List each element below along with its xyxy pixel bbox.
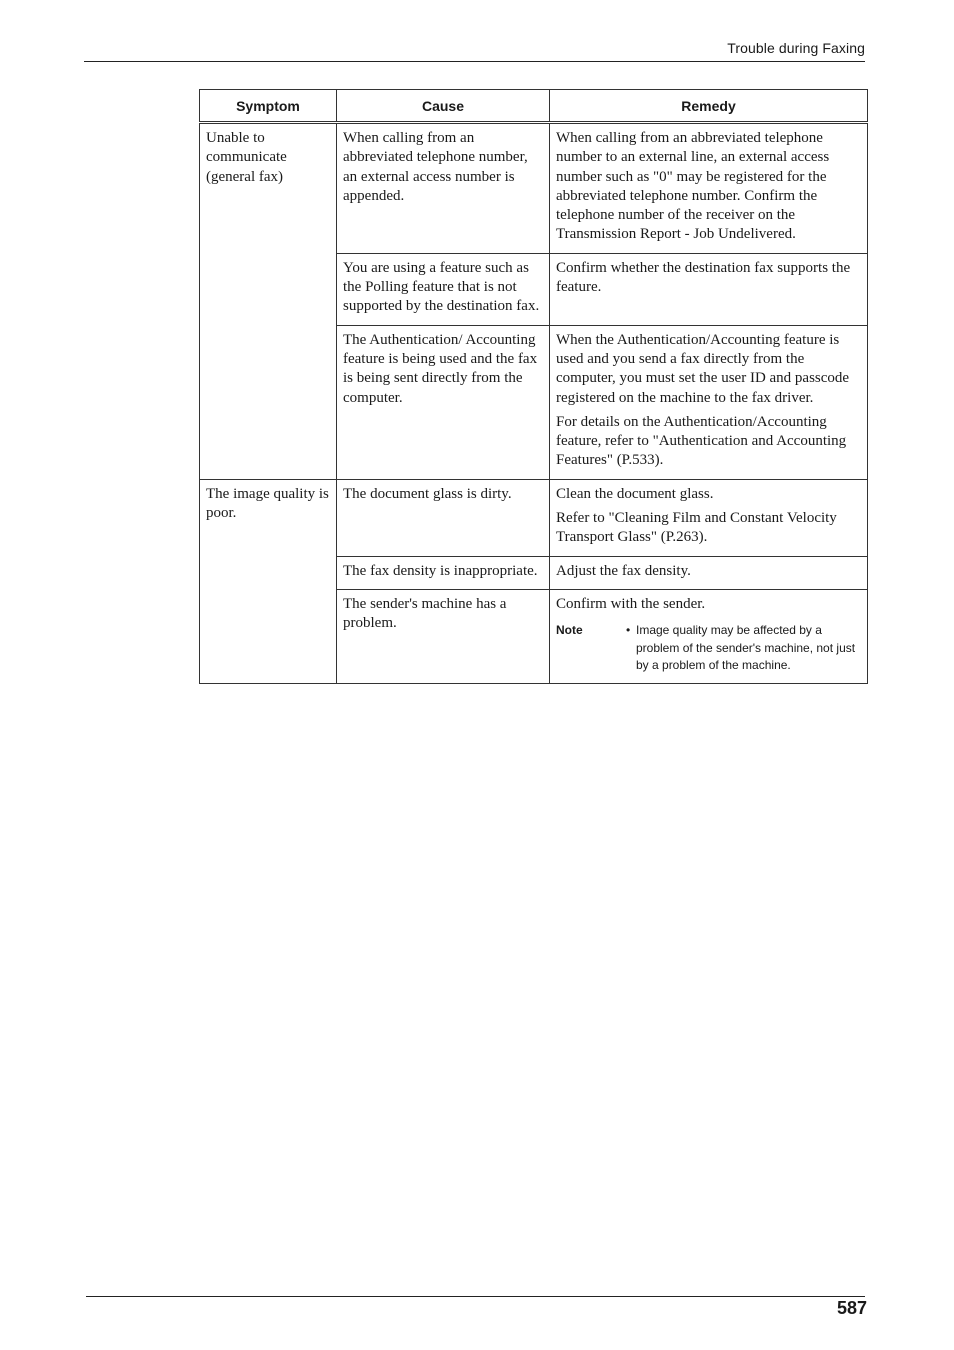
cause-cell xyxy=(337,556,550,589)
footer-divider xyxy=(86,1296,865,1297)
note-block xyxy=(556,622,861,675)
remedy-text: When calling from an abbreviated telephone number to an external line, an external access number such as "0" may be registered for the abbreviated telephone number. Confirm the telephone number of the receiver on the Transmission Report - Job Undelivered. xyxy=(556,130,830,243)
cause-text: The fax density is inappropriate. xyxy=(343,562,538,579)
column-header-remedy: Remedy xyxy=(550,90,868,123)
note-text xyxy=(626,622,861,675)
table-row xyxy=(200,123,868,254)
cause-text: The document glass is dirty. xyxy=(343,485,512,502)
symptom-text: Unable to communicate (general fax) xyxy=(206,130,287,185)
column-header-symptom: Symptom xyxy=(200,90,337,123)
remedy-text: Confirm whether the destination fax supports the feature. xyxy=(556,259,851,296)
remedy-cell xyxy=(550,325,868,479)
troubleshooting-table xyxy=(199,89,868,684)
symptom-text: The image quality is poor. xyxy=(206,485,329,522)
note-body: Image quality may be affected by a problem of the sender's machine, not just by a problem of the machine. xyxy=(636,623,856,673)
remedy-cell xyxy=(550,123,868,254)
table-header-row xyxy=(200,90,868,123)
remedy-cell xyxy=(550,253,868,325)
header-divider xyxy=(84,61,865,62)
cause-text: When calling from an abbreviated telephone number, an external access number is appended. xyxy=(343,130,528,204)
remedy-text: For details on the Authentication/Accounting feature, refer to "Authentication and Accounting Features" (P.533). xyxy=(556,413,847,469)
remedy-text: Adjust the fax density. xyxy=(556,562,691,579)
note-label: Note xyxy=(556,623,583,638)
symptom-cell xyxy=(200,479,337,683)
cause-text: The sender's machine has a problem. xyxy=(343,595,507,632)
cause-text: You are using a feature such as the Polling feature that is not supported by the destination fax. xyxy=(343,259,540,315)
cause-text: The Authentication/ Accounting feature is being used and the fax is being sent directly from the computer. xyxy=(343,331,538,406)
remedy-text: When the Authentication/Accounting feature is used and you send a fax directly from the computer, you must set the user ID and passcode registered on the machine to the fax driver. xyxy=(556,331,850,406)
symptom-cell xyxy=(200,123,337,480)
remedy-cell xyxy=(550,479,868,556)
page-number: 587 xyxy=(836,1298,867,1318)
cause-cell xyxy=(337,123,550,254)
remedy-cell xyxy=(550,556,868,589)
cause-cell xyxy=(337,325,550,479)
cause-cell xyxy=(337,589,550,683)
cause-cell xyxy=(337,253,550,325)
table-row xyxy=(200,479,868,556)
remedy-text: Confirm with the sender. xyxy=(556,595,706,612)
remedy-cell xyxy=(550,589,868,683)
column-header-cause: Cause xyxy=(337,90,550,123)
running-header-title: Trouble during Faxing xyxy=(727,40,865,56)
cause-cell xyxy=(337,479,550,556)
remedy-text: Refer to "Cleaning Film and Constant Velocity Transport Glass" (P.263). xyxy=(556,510,837,546)
remedy-text: Clean the document glass. xyxy=(556,485,714,502)
bullet-icon: • xyxy=(626,623,631,638)
